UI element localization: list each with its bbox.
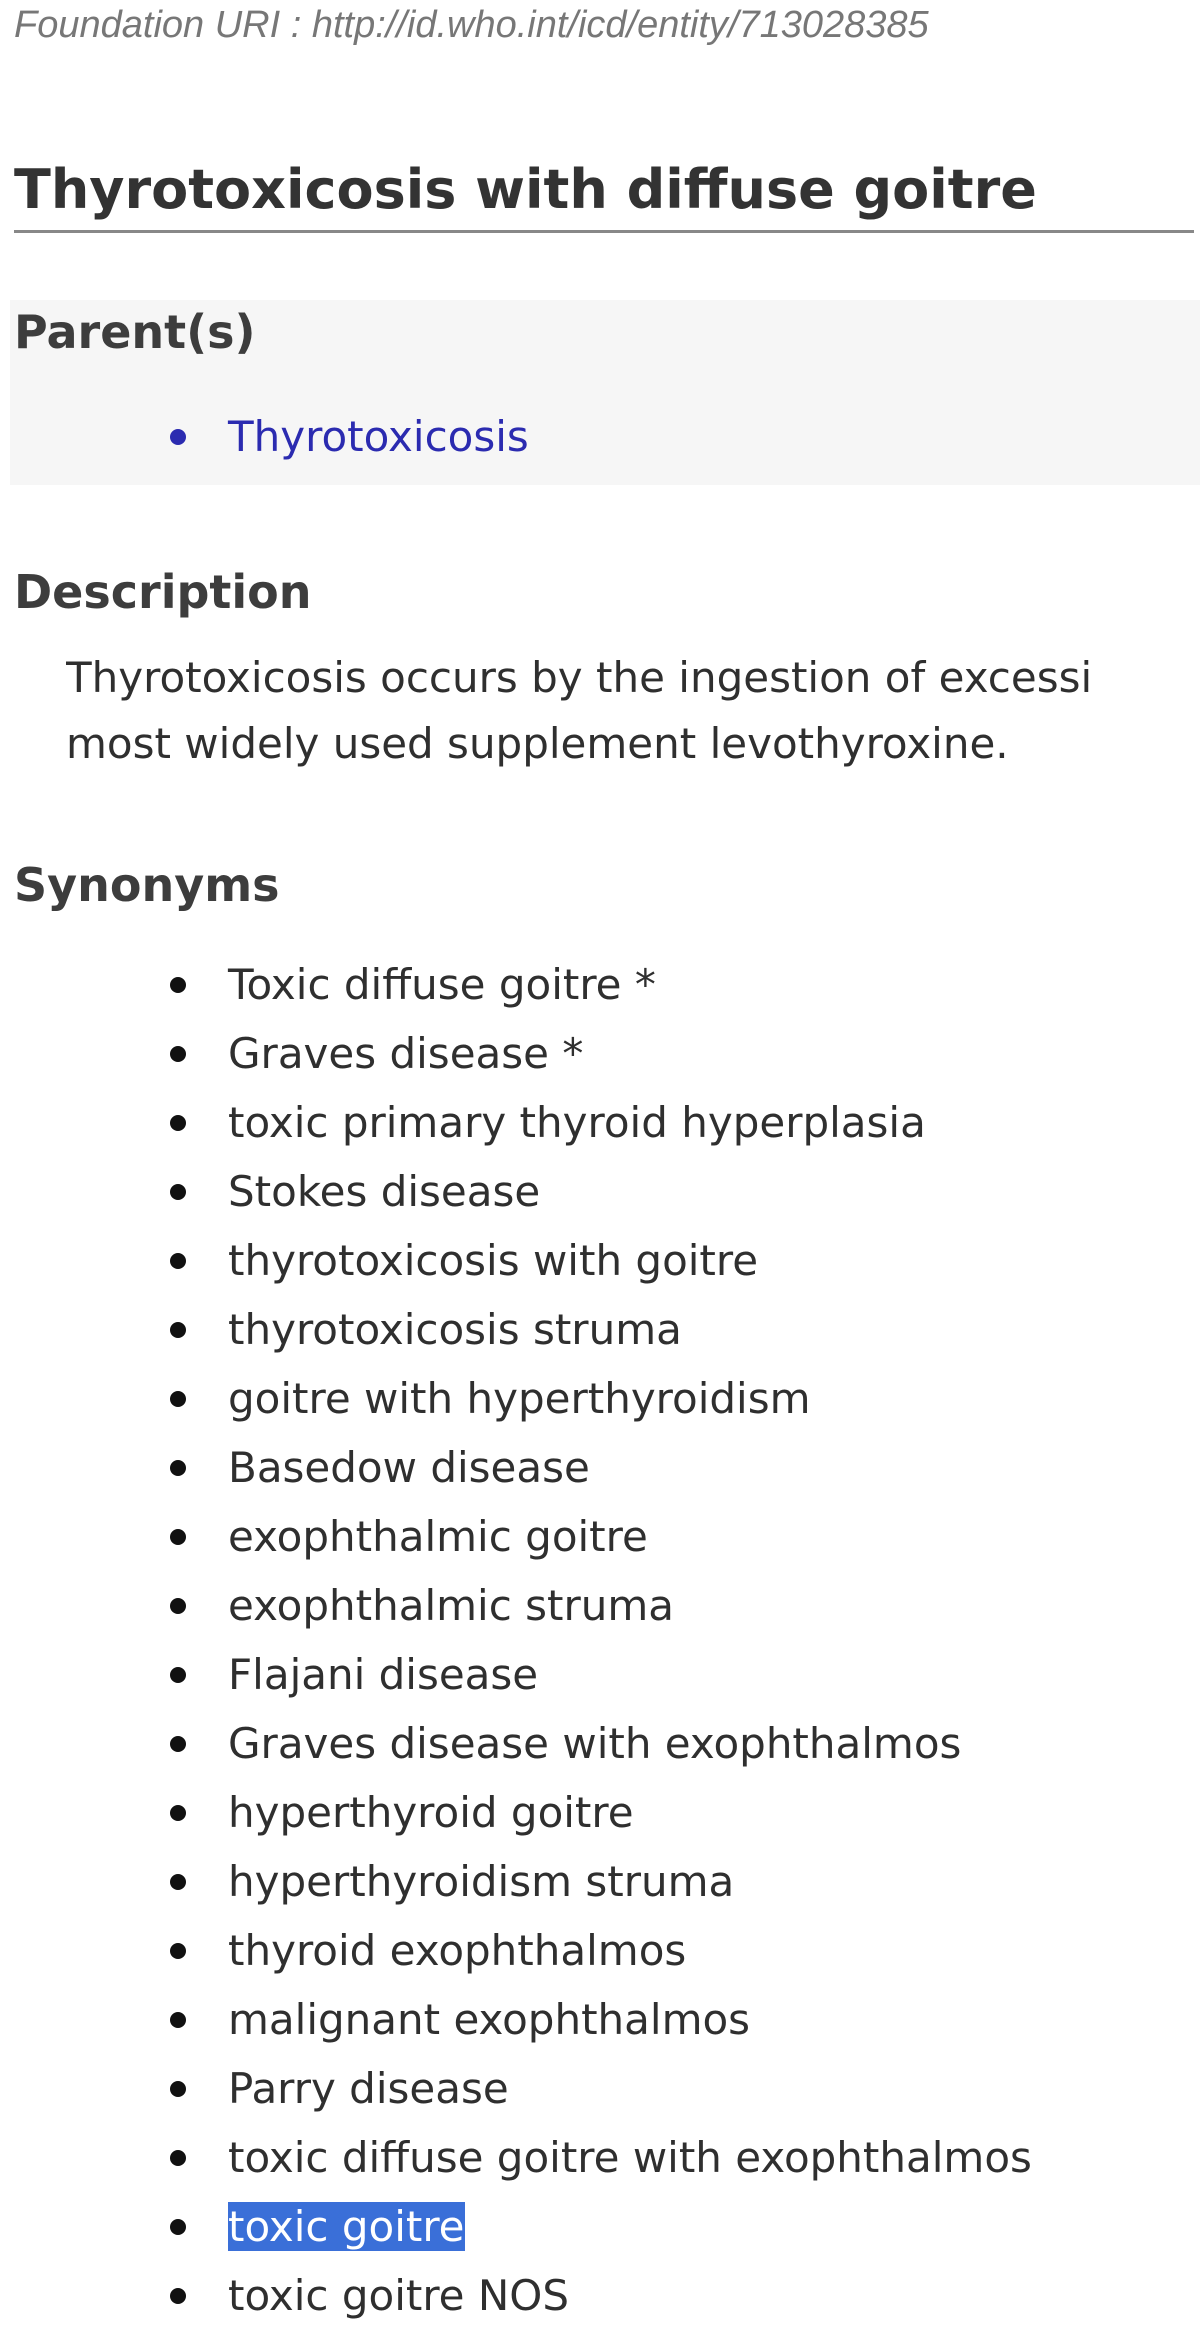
synonym-text[interactable]: goitre with hyperthyroidism bbox=[228, 1374, 811, 1423]
synonym-item bbox=[0, 1709, 1032, 1778]
synonym-item bbox=[0, 1778, 1032, 1847]
synonym-item bbox=[0, 950, 1032, 1019]
bullet-icon bbox=[170, 1184, 186, 1200]
synonym-text[interactable]: Graves disease with exophthalmos bbox=[228, 1719, 962, 1768]
bullet-icon bbox=[170, 1529, 186, 1545]
bullet-icon bbox=[170, 2081, 186, 2097]
synonym-text[interactable]: toxic primary thyroid hyperplasia bbox=[228, 1098, 926, 1147]
parents-list bbox=[0, 402, 529, 471]
synonym-item bbox=[0, 1571, 1032, 1640]
synonym-item bbox=[0, 1019, 1032, 1088]
synonym-text-selected[interactable]: toxic goitre bbox=[228, 2202, 465, 2251]
bullet-icon bbox=[170, 1598, 186, 1614]
bullet-icon bbox=[170, 1874, 186, 1890]
page-title: Thyrotoxicosis with diffuse goitre bbox=[14, 150, 1194, 233]
synonym-text[interactable]: Basedow disease bbox=[228, 1443, 590, 1492]
synonym-item bbox=[0, 1502, 1032, 1571]
bullet-icon bbox=[170, 429, 186, 445]
synonym-text[interactable]: thyrotoxicosis struma bbox=[228, 1305, 682, 1354]
synonym-item bbox=[0, 1226, 1032, 1295]
synonym-item bbox=[0, 2192, 1032, 2261]
synonym-item bbox=[0, 2054, 1032, 2123]
bullet-icon bbox=[170, 1667, 186, 1683]
synonym-text[interactable]: malignant exophthalmos bbox=[228, 1995, 751, 2044]
bullet-icon bbox=[170, 1115, 186, 1131]
synonyms-heading: Synonyms bbox=[14, 858, 280, 912]
synonyms-list bbox=[0, 950, 1032, 2330]
synonym-text[interactable]: toxic goitre NOS bbox=[228, 2271, 570, 2320]
synonym-text[interactable]: toxic diffuse goitre with exophthalmos bbox=[228, 2133, 1032, 2182]
bullet-icon bbox=[170, 1253, 186, 1269]
bullet-icon bbox=[170, 2012, 186, 2028]
foundation-uri: Foundation URI : http://id.who.int/icd/entity/713028385 bbox=[14, 4, 929, 46]
synonym-item bbox=[0, 1640, 1032, 1709]
synonym-item bbox=[0, 1916, 1032, 1985]
bullet-icon bbox=[170, 1046, 186, 1062]
bullet-icon bbox=[170, 1460, 186, 1476]
synonym-text[interactable]: exophthalmic struma bbox=[228, 1581, 675, 1630]
synonym-text[interactable]: Parry disease bbox=[228, 2064, 509, 2113]
synonym-text[interactable]: thyroid exophthalmos bbox=[228, 1926, 687, 1975]
synonym-item bbox=[0, 1088, 1032, 1157]
description-heading: Description bbox=[14, 565, 312, 619]
parents-heading: Parent(s) bbox=[14, 305, 256, 359]
synonym-text[interactable]: thyrotoxicosis with goitre bbox=[228, 1236, 759, 1285]
bullet-icon bbox=[170, 2288, 186, 2304]
bullet-icon bbox=[170, 1736, 186, 1752]
bullet-icon bbox=[170, 1322, 186, 1338]
synonym-item bbox=[0, 1364, 1032, 1433]
synonym-text[interactable]: Toxic diffuse goitre * bbox=[228, 960, 656, 1009]
description-text bbox=[66, 645, 1200, 777]
description-line: Thyrotoxicosis occurs by the ingestion of excessi bbox=[66, 653, 1093, 702]
synonym-item bbox=[0, 1295, 1032, 1364]
bullet-icon bbox=[170, 1391, 186, 1407]
synonym-item bbox=[0, 1157, 1032, 1226]
synonym-item bbox=[0, 2261, 1032, 2330]
synonym-item bbox=[0, 1433, 1032, 1502]
synonym-text[interactable]: hyperthyroid goitre bbox=[228, 1788, 634, 1837]
bullet-icon bbox=[170, 2150, 186, 2166]
synonym-text[interactable]: Stokes disease bbox=[228, 1167, 541, 1216]
synonym-item bbox=[0, 1985, 1032, 2054]
bullet-icon bbox=[170, 1943, 186, 1959]
synonym-text[interactable]: Flajani disease bbox=[228, 1650, 539, 1699]
synonym-text[interactable]: exophthalmic goitre bbox=[228, 1512, 648, 1561]
parent-link-thyrotoxicosis[interactable]: Thyrotoxicosis bbox=[228, 412, 529, 461]
synonym-item bbox=[0, 1847, 1032, 1916]
parent-item bbox=[0, 402, 529, 471]
bullet-icon bbox=[170, 2219, 186, 2235]
bullet-icon bbox=[170, 977, 186, 993]
synonym-item bbox=[0, 2123, 1032, 2192]
synonym-text[interactable]: Graves disease * bbox=[228, 1029, 584, 1078]
description-line: most widely used supplement levothyroxine. bbox=[66, 719, 1009, 768]
synonym-text[interactable]: hyperthyroidism struma bbox=[228, 1857, 735, 1906]
bullet-icon bbox=[170, 1805, 186, 1821]
